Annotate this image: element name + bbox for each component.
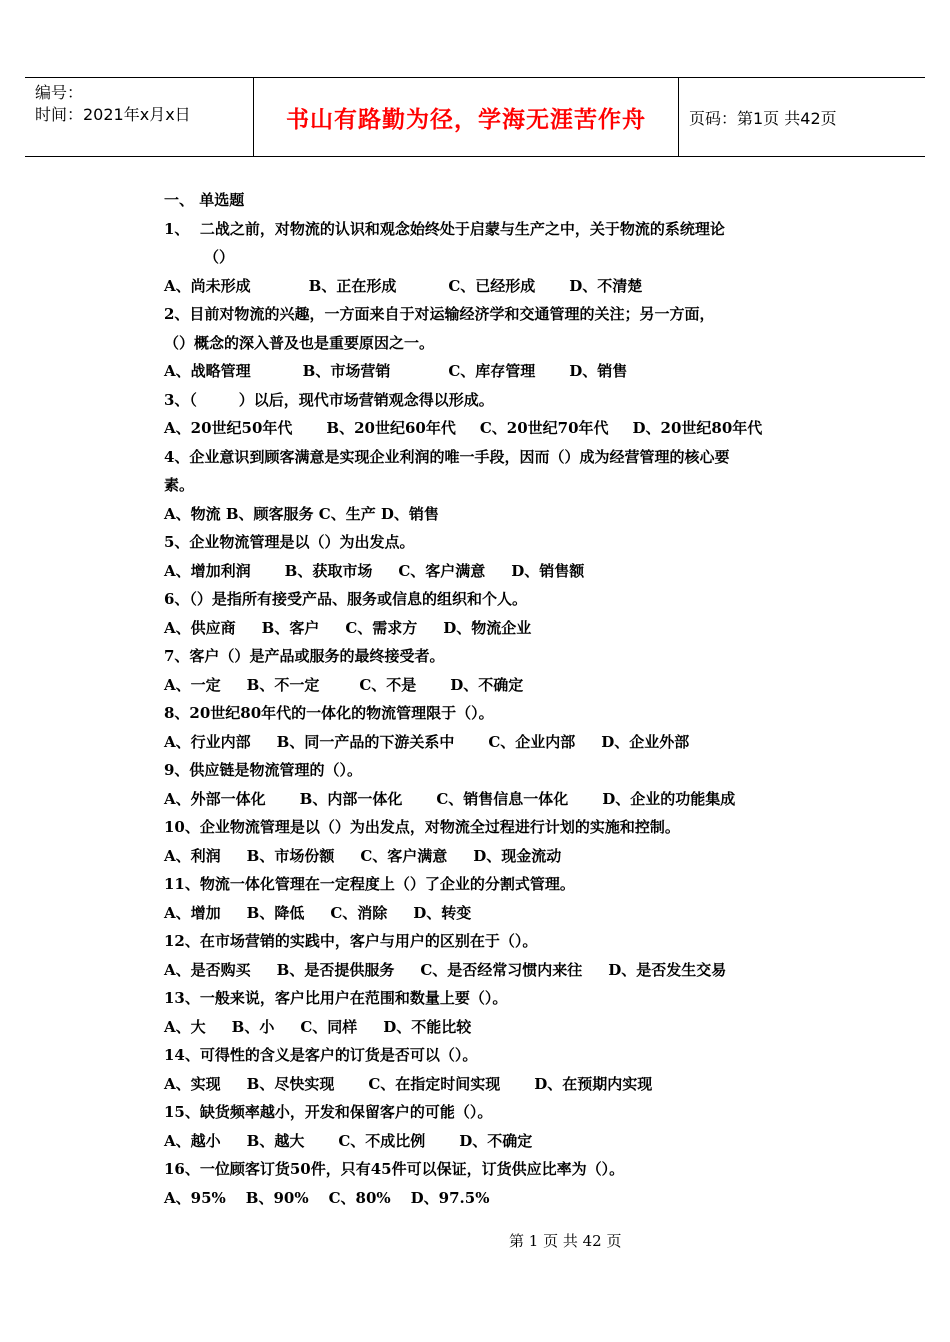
question-text: 4、企业意识到顾客满意是实现企业利润的唯一手段，因而（）成为经营管理的核心要: [164, 447, 730, 466]
option-item: B、尽快实现: [246, 1074, 335, 1093]
option-item: B、不一定: [246, 675, 320, 694]
question-text: 9、供应链是物流管理的（）。: [164, 761, 362, 779]
option-row: [164, 1070, 794, 1099]
option-row: [164, 785, 794, 814]
option-item: A、增加利润: [164, 561, 251, 580]
section-title: 一、 单选题: [164, 191, 245, 209]
option-item: A、越小: [164, 1131, 221, 1150]
question-text: 2、目前对物流的兴趣，一方面来自于对运输经济学和交通管理的关注；另一方面，: [164, 305, 715, 323]
option-item: D、是否发生交易: [608, 960, 727, 979]
question-text: 16、一位顾客订货50件，只有45件可以保证，订货供应比率为（）。: [164, 1160, 625, 1178]
question-text: 8、20世纪80年代的一体化的物流管理限于（）。: [164, 704, 494, 722]
option-item: B、同一产品的下游关系中: [276, 732, 455, 751]
option-item: A、战略管理: [164, 362, 251, 380]
option-row: [164, 1184, 794, 1213]
option-item: A、20世纪50年代: [164, 419, 293, 437]
option-item: B、内部一体化: [299, 789, 403, 808]
option-item: A、供应商: [164, 618, 236, 637]
question-text: 15、缺货频率越小，开发和保留客户的可能（）。: [164, 1103, 493, 1121]
question-text: （）: [204, 248, 235, 266]
option-item: A、外部一体化: [164, 789, 266, 808]
option-item: D、企业外部: [601, 732, 690, 751]
option-item: A、物流 B、顾客服务 C、生产 D、销售: [164, 504, 439, 523]
option-row: [164, 956, 794, 985]
option-item: A、利润: [164, 846, 221, 865]
option-item: A、增加: [164, 903, 221, 922]
option-item: A、尚未形成: [164, 276, 251, 295]
option-row: [164, 842, 794, 871]
option-item: C、销售信息一体化: [436, 789, 569, 808]
option-item: C、80%: [328, 1188, 391, 1207]
question-text: 3、（ ）以后，现代市场营销观念得以形成。: [164, 390, 494, 409]
option-row: [164, 899, 794, 928]
question-text: 7、客户（）是产品或服务的最终接受者。: [164, 647, 445, 665]
option-item: C、20世纪70年代: [479, 419, 609, 437]
header-motto: 书山有路勤为径，学海无涯苦作舟: [254, 78, 679, 156]
header-left-cell: [25, 78, 254, 156]
option-item: D、不确定: [459, 1131, 533, 1150]
option-item: B、市场营销: [302, 362, 391, 380]
question-text: 1、 二战之前，对物流的认识和观念始终处于启蒙与生产之中，关于物流的系统理论: [164, 219, 725, 238]
option-item: D、企业的功能集成: [602, 789, 736, 808]
option-item: C、消除: [330, 903, 388, 922]
option-item: C、不是: [359, 675, 417, 694]
option-item: C、库存管理: [448, 362, 536, 380]
question-text: 14、可得性的含义是客户的订货是否可以（）。: [164, 1046, 478, 1064]
option-item: D、不确定: [450, 675, 524, 694]
option-item: C、同样: [300, 1017, 358, 1036]
option-item: D、97.5%: [410, 1188, 490, 1207]
option-row: [164, 272, 794, 301]
option-item: D、物流企业: [443, 618, 532, 637]
option-item: D、在预期内实现: [534, 1074, 653, 1093]
question-text: 12、在市场营销的实践中，客户与用户的区别在于（）。: [164, 932, 538, 950]
question-list: [164, 186, 794, 1212]
option-item: A、行业内部: [164, 732, 251, 751]
option-row: [164, 1127, 794, 1156]
option-item: C、已经形成: [448, 276, 536, 295]
option-item: A、一定: [164, 675, 221, 694]
option-row: [164, 671, 794, 700]
number-label: 编号：: [35, 83, 84, 102]
option-item: D、现金流动: [473, 846, 562, 865]
option-row: [164, 500, 794, 529]
option-item: D、销售: [569, 362, 628, 380]
question-text: 5、企业物流管理是以（）为出发点。: [164, 533, 415, 551]
option-item: A、是否购买: [164, 960, 251, 979]
option-item: B、越大: [246, 1131, 305, 1150]
question-text: 10、企业物流管理是以（）为出发点，对物流全过程进行计划的实施和控制。: [164, 818, 680, 836]
option-item: C、客户满意: [360, 846, 448, 865]
option-item: B、市场份额: [246, 846, 335, 865]
question-text: 13、一般来说，客户比用户在范围和数量上要（）。: [164, 989, 508, 1007]
option-item: A、大: [164, 1017, 206, 1036]
option-item: B、正在形成: [308, 276, 397, 295]
option-item: B、20世纪60年代: [326, 419, 456, 437]
option-item: D、20世纪80年代: [632, 419, 763, 437]
option-item: A、实现: [164, 1074, 221, 1093]
option-item: C、需求方: [345, 618, 418, 637]
option-item: D、销售额: [511, 561, 585, 580]
page-header: [25, 77, 925, 157]
option-item: C、在指定时间实现: [368, 1074, 501, 1093]
option-item: D、不能比较: [383, 1017, 472, 1036]
option-item: C、不成比例: [338, 1131, 426, 1150]
time-label: 时间：2021年x月x日: [35, 105, 191, 124]
question-text: （）概念的深入普及也是重要原因之一。: [164, 333, 435, 352]
question-text: 6、（）是指所有接受产品、服务或信息的组织和个人。: [164, 590, 527, 608]
option-row: [164, 728, 794, 757]
option-item: B、获取市场: [284, 561, 373, 580]
option-row: [164, 614, 794, 643]
option-item: C、企业内部: [488, 732, 576, 751]
option-item: B、降低: [246, 903, 305, 922]
option-item: C、客户满意: [398, 561, 486, 580]
option-row: [164, 1013, 794, 1042]
option-row: [164, 557, 794, 586]
option-row: [164, 414, 794, 443]
option-item: B、小: [231, 1017, 275, 1036]
option-item: D、不清楚: [569, 276, 643, 295]
option-item: A、95%: [164, 1188, 226, 1207]
footer-page-number: 第 1 页 共 42 页: [509, 1232, 622, 1250]
question-text: 素。: [164, 476, 195, 494]
option-row: [164, 357, 794, 386]
option-item: B、客户: [261, 618, 320, 637]
option-item: B、是否提供服务: [276, 960, 395, 979]
option-item: B、90%: [245, 1188, 309, 1207]
option-item: C、是否经常习惯内来往: [420, 960, 583, 979]
header-page-label: 页码：第1页 共42页: [689, 108, 837, 128]
option-item: D、转变: [413, 903, 472, 922]
question-text: 11、物流一体化管理在一定程度上（）了企业的分割式管理。: [164, 875, 575, 893]
